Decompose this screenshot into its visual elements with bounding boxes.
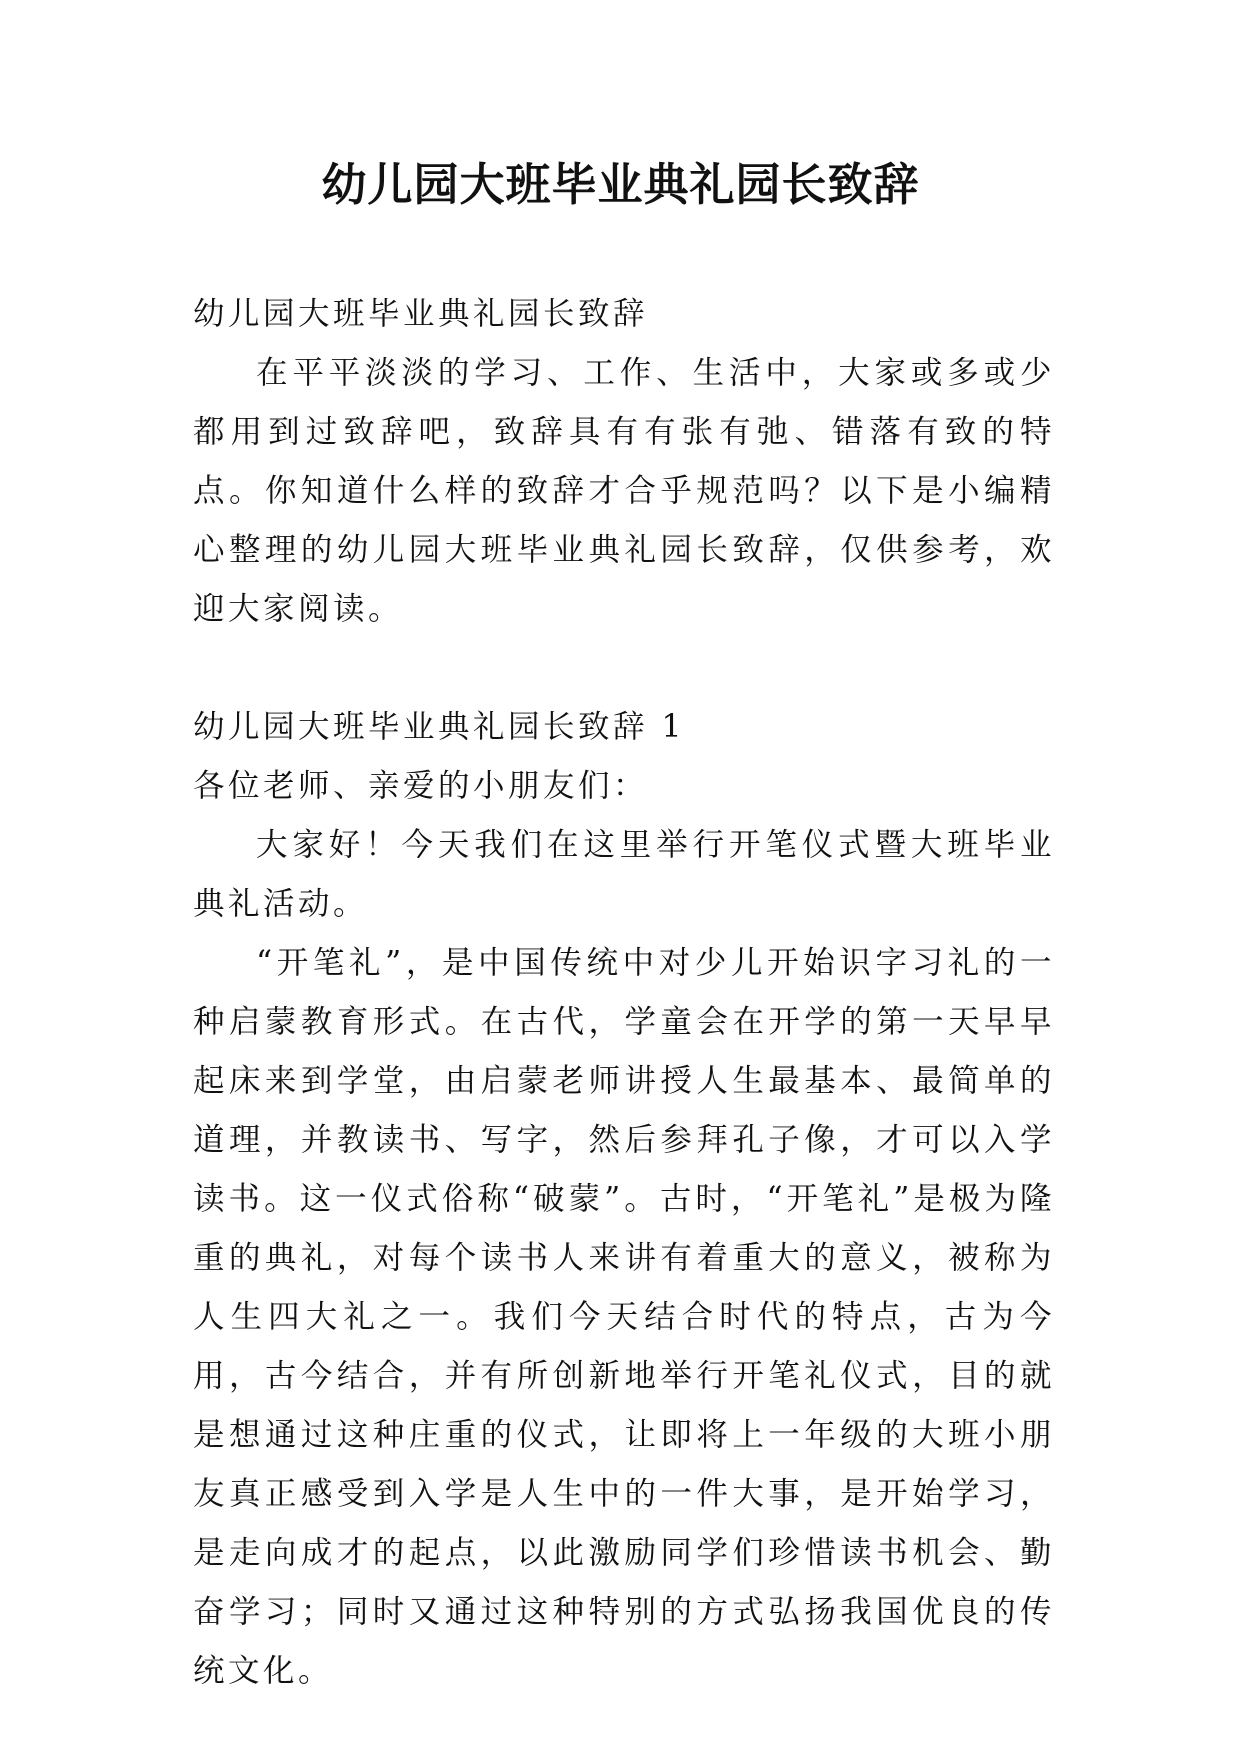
document-title: 幼儿园大班毕业典礼园长致辞	[321, 158, 920, 211]
intro-paragraph: 在平平淡淡的学习、工作、生活中，大家或多或少都用到过致辞吧，致辞具有有张有弛、错落有致的特点。你知道什么样的致辞才合乎规范吗？以下是小编精心整理的幼儿园大班毕业典礼园长致辞，仅供参考，欢迎大家阅读。	[193, 355, 1055, 627]
document-subtitle: 幼儿园大班毕业典礼园长致辞	[193, 296, 649, 332]
body-paragraph-kaibili: “开笔礼”，是中国传统中对少儿开始识字习礼的一种启蒙教育形式。在古代，学童会在开学的第一天早早起床来到学堂，由启蒙老师讲授人生最基本、最简单的道理，并教读书、写字，然后参拜孔子像，才可以入学读书。这一仪式俗称“破蒙”。古时，“开笔礼”是极为隆重的典礼，对每个读书人来讲有着重大的意义，被称为人生四大礼之一。我们今天结合时代的特点，古为今用，古今结合，并有所创新地举行开笔礼仪式，目的就是想通过这种庄重的仪式，让即将上一年级的大班小朋友真正感受到入学是人生中的一件大事，是开始学习，是走向成才的起点，以此激励同学们珍惜读书机会、勤奋学习；同时又通过这种特别的方式弘扬我国优良的传统文化。	[193, 945, 1055, 1689]
salutation: 各位老师、亲爱的小朋友们：	[193, 768, 649, 804]
section-heading: 幼儿园大班毕业典礼园长致辞 1	[193, 709, 686, 745]
body-paragraph-greeting: 大家好！今天我们在这里举行开笔仪式暨大班毕业典礼活动。	[193, 827, 1055, 922]
paragraph-spacer	[193, 639, 1055, 698]
document-body	[193, 285, 1055, 1701]
